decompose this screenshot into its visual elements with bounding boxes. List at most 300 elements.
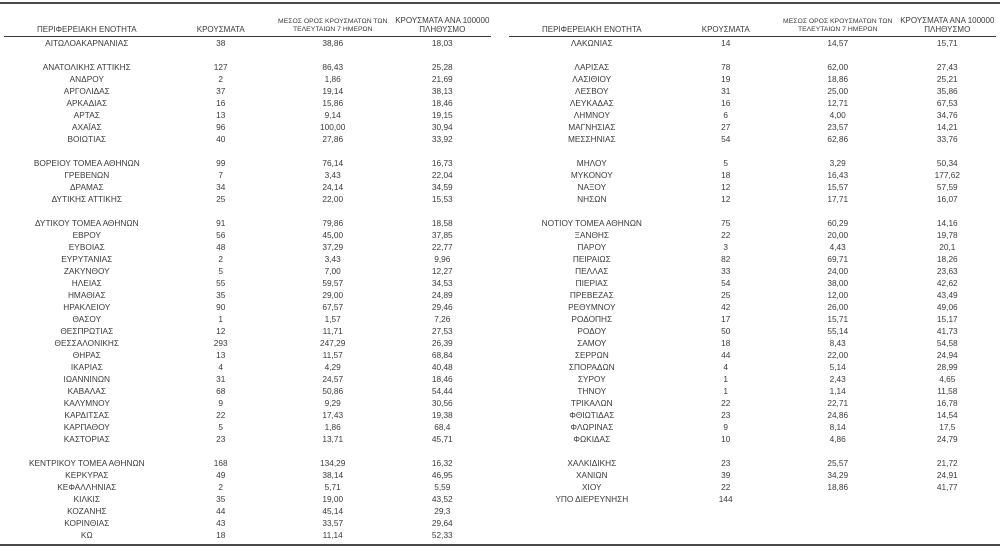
table-row [509,289,996,301]
avg7-cell: 19,00 [322,494,344,504]
per100k-cell: 41,77 [936,482,958,492]
cases-cell: 293 [213,338,228,348]
region-cell: ΕΥΡΥΤΑΝΙΑΣ [61,254,113,264]
spacer-cell [4,49,170,61]
avg7-cell: 8,43 [829,338,846,348]
avg7-cell: 5,71 [324,482,341,492]
avg7-cell: 45,00 [322,230,344,240]
cases-cell: 19 [721,74,731,84]
table-row [4,181,491,193]
cases-cell: 35 [216,290,226,300]
cases-cell: 10 [721,434,731,444]
cases-cell: 54 [721,278,731,288]
region-cell: ΛΑΡΙΣΑΣ [574,62,610,72]
per100k-cell: 54,44 [431,386,453,396]
per100k-cell: 18,58 [431,218,453,228]
avg7-cell: 59,57 [322,278,344,288]
avg7-cell: 22,71 [827,398,849,408]
avg7-cell: 4,00 [829,110,846,120]
region-cell: ΠΕΙΡΑΙΩΣ [572,254,611,264]
spacer-cell [777,145,899,157]
table-row [509,433,996,445]
spacer-cell [899,205,996,217]
cases-cell: 75 [721,218,731,228]
avg7-cell: 1,14 [829,386,846,396]
region-cell: ΑΝΔΡΟΥ [69,74,104,84]
region-cell: ΡΟΔΟΠΗΣ [571,314,613,324]
per100k-cell: 49,06 [936,302,958,312]
table-row [509,361,996,373]
avg7-cell: 2,43 [829,374,846,384]
region-cell: ΛΑΣΙΘΙΟΥ [572,74,612,84]
table-row [4,169,491,181]
cases-cell: 42 [721,302,731,312]
avg7-cell: 67,57 [322,302,344,312]
left-table-wrap [4,16,491,541]
cases-cell: 31 [216,374,226,384]
per100k-cell: 18,46 [431,98,453,108]
cases-cell: 31 [721,86,731,96]
per100k-cell: 9,96 [434,254,451,264]
table-row [4,133,491,145]
bottom-border-line [0,544,1000,546]
spacer-cell [899,49,996,61]
cases-cell: 5 [723,158,729,168]
avg7-header-line2: ΤΕΛΕΥΤΑΙΩΝ 7 ΗΜΕΡΩΝ [797,26,878,33]
per100k-cell: 21,72 [936,458,958,468]
per100k-cell: 27,43 [936,62,958,72]
cases-cell: 38 [216,38,226,48]
region-cell: ΚΩ [80,530,93,540]
avg7-cell: 23,57 [827,122,849,132]
avg7-cell: 38,00 [827,278,849,288]
table-row [509,457,996,469]
spacer-cell [777,49,899,61]
spacer-row [4,205,491,217]
per100k-cell: 45,71 [431,434,453,444]
spacer-cell [4,205,170,217]
region-cell: ΚΟΖΑΝΗΣ [67,506,107,516]
left-cases-table [4,16,491,541]
region-cell: ΦΩΚΙΔΑΣ [573,434,611,444]
avg7-cell: 62,00 [827,62,849,72]
region-cell: ΜΕΣΣΗΝΙΑΣ [567,134,616,144]
region-cell: ΚΑΡΔΙΤΣΑΣ [64,410,110,420]
table-row [509,469,996,481]
per100k-cell: 23,63 [936,266,958,276]
per100k-cell: 19,78 [936,230,958,240]
region-cell: ΘΗΡΑΣ [72,350,101,360]
avg7-cell: 55,14 [827,326,849,336]
cases-cell: 68 [216,386,226,396]
table-row [509,385,996,397]
per100k-cell: 15,71 [936,38,958,48]
region-cell: ΚΙΛΚΙΣ [73,494,100,504]
avg7-cell: 7,00 [324,266,341,276]
table-row [509,241,996,253]
per100k-cell: 42,62 [936,278,958,288]
per100k-cell: 30,94 [431,122,453,132]
table-row [4,109,491,121]
per100k-cell: 17,5 [939,422,956,432]
region-cell: ΜΗΛΟΥ [576,158,607,168]
table-row [4,361,491,373]
table-row [4,469,491,481]
region-cell: ΙΩΑΝΝΙΝΩΝ [63,374,111,384]
cases-cell: 48 [216,242,226,252]
top-border-line [0,2,1000,4]
table-row [4,289,491,301]
cases-cell: 22 [721,230,731,240]
spacer-row [4,445,491,457]
per100k-cell: 18,03 [431,38,453,48]
avg7-cell: 22,00 [322,194,344,204]
cases-cell: 82 [721,254,731,264]
table-row [4,421,491,433]
region-cell: ΗΡΑΚΛΕΙΟΥ [63,302,111,312]
table-row [509,181,996,193]
cases-cell: 13 [216,350,226,360]
avg7-cell: 4,29 [324,362,341,372]
region-cell: ΘΕΣΠΡΩΤΙΑΣ [60,326,114,336]
cases-cell: 168 [213,458,228,468]
cases-cell: 18 [216,530,226,540]
region-cell: ΕΒΡΟΥ [72,230,101,240]
table-row [509,325,996,337]
spacer-cell [675,205,777,217]
region-cell: ΑΡΓΟΛΙΔΑΣ [63,86,110,96]
cases-header [170,16,272,37]
cases-cell: 25 [721,290,731,300]
table-row [509,277,996,289]
per100k-cell: 68,4 [434,422,451,432]
avg7-cell: 29,00 [322,290,344,300]
avg7-cell: 25,57 [827,458,849,468]
avg7-cell: 24,00 [827,266,849,276]
cases-cell: 1 [723,386,729,396]
spacer-row [509,49,996,61]
spacer-cell [170,145,272,157]
per100k-header-line1: ΚΡΟΥΣΜΑΤΑ ΑΝΑ 100000 [395,16,490,25]
region-cell: ΘΑΣΟΥ [72,314,102,324]
region-cell: ΚΑΒΑΛΑΣ [67,386,106,396]
avg7-cell: 5,14 [829,362,846,372]
avg7-cell: 25,00 [827,86,849,96]
cases-cell: 4 [218,362,224,372]
avg7-cell: 24,57 [322,374,344,384]
cases-cell: 99 [216,158,226,168]
table-row [4,313,491,325]
spacer-cell [394,205,491,217]
cases-cell: 49 [216,470,226,480]
avg7-cell: 1,57 [324,314,341,324]
region-cell: ΗΛΕΙΑΣ [71,278,102,288]
per100k-cell: 24,89 [431,290,453,300]
region-header [509,16,675,37]
table-row [509,313,996,325]
per100k-cell: 29,46 [431,302,453,312]
table-row [509,265,996,277]
region-cell: ΔΥΤΙΚΟΥ ΤΟΜΕΑ ΑΘΗΝΩΝ [35,218,139,228]
table-row [509,229,996,241]
table-row [4,409,491,421]
table-row [509,193,996,205]
cases-cell: 55 [216,278,226,288]
per100k-cell [899,493,996,505]
table-row [509,133,996,145]
table-row [4,517,491,529]
table-row [4,385,491,397]
avg7-cell: 22,00 [827,350,849,360]
left-table-header [4,16,491,37]
cases-cell: 40 [216,134,226,144]
table-row [509,301,996,313]
region-cell: ΝΑΞΟΥ [577,182,607,192]
spacer-cell [272,205,394,217]
table-row [4,457,491,469]
avg7-cell: 20,00 [827,230,849,240]
cases-cell: 2 [218,254,224,264]
per100k-cell: 21,69 [431,74,453,84]
region-cell: ΑΙΤΩΛΟΑΚΑΡΝΑΝΙΑΣ [45,38,129,48]
per100k-cell: 67,53 [936,98,958,108]
table-row [4,97,491,109]
spacer-cell [675,145,777,157]
region-cell: ΣΥΡΟΥ [577,374,606,384]
per100k-cell: 34,76 [936,110,958,120]
region-cell: ΜΥΚΟΝΟΥ [570,170,613,180]
per100k-cell: 11,58 [937,386,958,396]
spacer-row [509,205,996,217]
avg7-cell: 3,43 [324,170,341,180]
per100k-cell: 7,26 [434,314,451,324]
table-row [509,421,996,433]
right-table-wrap [509,16,996,541]
region-cell: ΠΙΕΡΙΑΣ [575,278,608,288]
per100k-cell: 12,27 [431,266,453,276]
spacer-cell [272,145,394,157]
spacer-cell [509,205,675,217]
spacer-cell [675,49,777,61]
region-cell: ΣΑΜΟΥ [577,338,607,348]
table-row [4,61,491,73]
region-cell: ΚΕΦΑΛΛΗΝΙΑΣ [57,482,117,492]
table-row [4,229,491,241]
cases-cell: 16 [721,98,731,108]
left-table-body [4,37,491,542]
avg7-header-line1: ΜΕΣΟΣ ΟΡΟΣ ΚΡΟΥΣΜΑΤΩΝ ΤΩΝ [783,18,893,25]
cases-cell: 27 [721,122,731,132]
per100k-cell: 25,21 [936,74,958,84]
table-row [4,493,491,505]
cases-cell: 91 [216,218,226,228]
region-cell: ΣΕΡΡΩΝ [574,350,609,360]
region-cell: ΦΘΙΩΤΙΔΑΣ [569,410,615,420]
avg7-cell: 26,00 [827,302,849,312]
table-row [4,241,491,253]
avg7-cell: 100,00 [320,122,346,132]
per100k-cell: 19,38 [431,410,453,420]
per100k-cell: 22,04 [431,170,453,180]
cases-header [675,16,777,37]
spacer-cell [394,445,491,457]
cases-cell: 13 [216,110,226,120]
region-cell: ΗΜΑΘΙΑΣ [67,290,106,300]
spacer-cell [170,49,272,61]
region-cell: ΞΑΝΘΗΣ [574,230,610,240]
cases-cell: 23 [721,410,731,420]
region-cell: ΡΕΘΥΜΝΟΥ [568,302,616,312]
per100k-cell: 5,59 [434,482,451,492]
region-cell: ΛΑΚΩΝΙΑΣ [570,38,613,48]
per100k-cell: 46,95 [431,470,453,480]
region-cell: ΧΑΝΙΩΝ [576,470,608,480]
region-cell: ΙΚΑΡΙΑΣ [70,362,103,372]
region-cell: ΒΟΙΩΤΙΑΣ [67,134,107,144]
cases-cell: 144 [718,494,733,504]
avg7-cell: 17,71 [827,194,849,204]
region-cell: ΚΑΣΤΟΡΙΑΣ [63,434,110,444]
region-cell: ΑΧΑΪΑΣ [72,122,102,132]
spacer-cell [394,145,491,157]
per100k-cell: 50,34 [936,158,958,168]
cases-cell: 4 [723,362,729,372]
per100k-cell: 24,79 [936,434,958,444]
cases-cell: 56 [216,230,226,240]
avg7-cell: 4,86 [829,434,846,444]
region-cell: ΝΗΣΩΝ [577,194,607,204]
region-cell: ΡΟΔΟΥ [577,326,607,336]
cases-cell: 34 [216,182,226,192]
cases-cell: 23 [721,458,731,468]
region-cell: ΘΕΣΣΑΛΟΝΙΚΗΣ [54,338,120,348]
region-header [4,16,170,37]
avg7-cell: 18,86 [827,74,849,84]
table-row [509,253,996,265]
avg7-cell: 24,86 [827,410,849,420]
per100k-cell: 14,21 [936,122,958,132]
region-header-label: ΠΕΡΙΦΕΡΕΙΑΚΗ ΕΝΟΤΗΤΑ [36,25,137,34]
avg7-cell: 14,57 [827,38,849,48]
region-cell: ΥΠΟ ΔΙΕΡΕΥΝΗΣΗ [555,494,629,504]
avg7-cell: 19,14 [322,86,344,96]
cases-cell: 127 [213,62,228,72]
avg7-cell: 12,00 [827,290,849,300]
per100k-cell: 18,26 [936,254,958,264]
per100k-cell: 57,59 [936,182,958,192]
per100k-cell: 4,65 [939,374,956,384]
table-row [509,493,996,505]
avg7-cell: 50,86 [322,386,344,396]
cases-cell: 18 [721,338,731,348]
table-row [509,85,996,97]
cases-cell: 25 [216,194,226,204]
table-row [4,301,491,313]
region-cell: ΠΡΕΒΕΖΑΣ [569,290,614,300]
avg7-cell: 11,14 [322,530,343,540]
table-row [4,193,491,205]
per100k-cell: 16,07 [936,194,958,204]
table-row [509,397,996,409]
per100k-cell: 30,56 [431,398,453,408]
cases-cell: 12 [216,326,226,336]
per100k-cell: 29,3 [434,506,451,516]
avg7-header [777,16,899,37]
avg7-cell: 38,86 [322,38,344,48]
per100k-cell: 26,39 [431,338,453,348]
cases-cell: 6 [723,110,729,120]
per100k-cell: 27,53 [431,326,453,336]
avg7-cell: 38,14 [322,470,344,480]
avg7-cell: 247,29 [320,338,346,348]
per100k-cell: 38,13 [431,86,453,96]
cases-cell: 78 [721,62,731,72]
per100k-cell: 43,52 [431,494,453,504]
per100k-header [394,16,491,37]
avg7-cell: 76,14 [322,158,344,168]
avg7-cell: 27,86 [322,134,344,144]
header-row [509,16,996,37]
cases-cell: 16 [216,98,226,108]
avg7-cell: 34,29 [827,470,849,480]
table-row [509,73,996,85]
table-row [509,481,996,493]
cases-cell: 7 [218,170,224,180]
avg7-cell: 9,29 [324,398,341,408]
avg7-cell: 1,86 [324,422,341,432]
avg7-cell: 86,43 [322,62,344,72]
per100k-cell: 14,16 [936,218,958,228]
avg7-cell: 13,71 [322,434,344,444]
table-row [509,61,996,73]
cases-header-label: ΚΡΟΥΣΜΑΤΑ [701,25,750,34]
avg7-cell: 16,43 [827,170,849,180]
cases-cell: 1 [723,374,729,384]
table-row [4,373,491,385]
spacer-cell [509,49,675,61]
per100k-cell: 33,92 [431,134,453,144]
spacer-cell [509,445,675,457]
cases-cell: 14 [721,38,731,48]
region-cell: ΑΡΚΑΔΙΑΣ [66,98,108,108]
spacer-row [4,145,491,157]
avg7-cell: 37,29 [322,242,344,252]
cases-cell: 22 [721,398,731,408]
cases-cell: 2 [218,482,224,492]
avg7-cell: 11,71 [322,326,343,336]
avg7-cell: 1,86 [324,74,341,84]
cases-cell: 23 [216,434,226,444]
per100k-cell: 54,58 [936,338,958,348]
per100k-cell: 15,17 [936,314,958,324]
avg7-cell: 45,14 [322,506,344,516]
table-row [4,481,491,493]
spacer-row [509,445,996,457]
table-row [509,373,996,385]
table-row [509,97,996,109]
spacer-cell [394,49,491,61]
spacer-cell [4,445,170,457]
per100k-header-line2: ΠΛΗΘΥΣΜΟ [419,25,466,34]
tables-container [4,16,996,541]
per100k-cell: 16,73 [431,158,453,168]
region-header-label: ΠΕΡΙΦΕΡΕΙΑΚΗ ΕΝΟΤΗΤΑ [541,25,642,34]
avg7-cell: 15,57 [827,182,849,192]
per100k-cell: 15,53 [431,194,453,204]
spacer-cell [509,145,675,157]
avg7-cell: 24,14 [322,182,344,192]
table-row [4,529,491,541]
